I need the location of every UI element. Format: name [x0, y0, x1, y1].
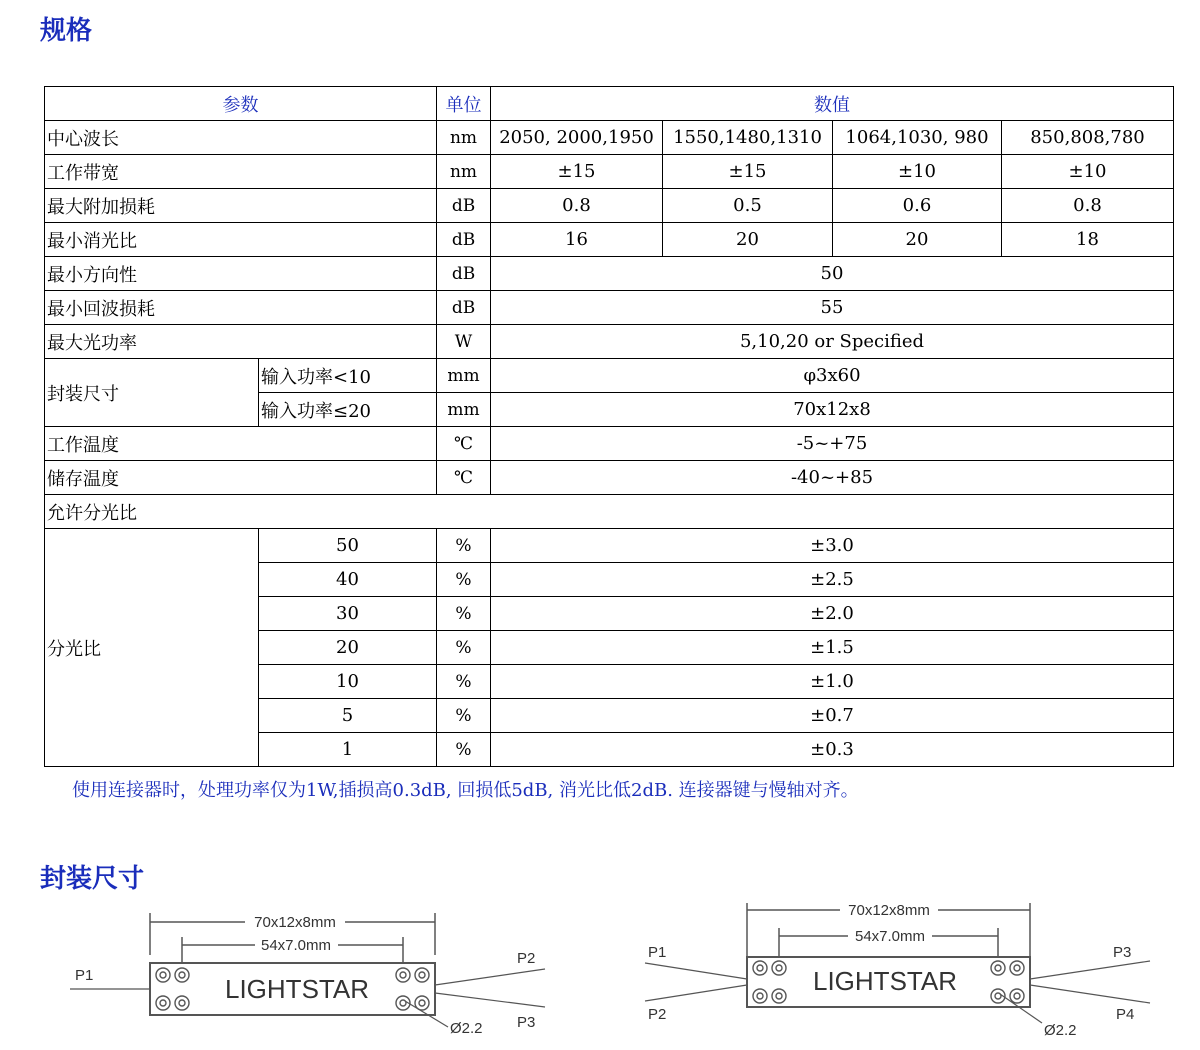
- port-label: P3: [517, 1014, 536, 1031]
- row-unit: ℃: [437, 461, 491, 495]
- port-label: P2: [517, 950, 536, 967]
- row-unit: mm: [437, 359, 491, 393]
- row-unit: %: [437, 563, 491, 597]
- header-unit: 单位: [437, 87, 491, 121]
- row-unit: nm: [437, 155, 491, 189]
- row-unit: %: [437, 699, 491, 733]
- split-ratio: 40: [259, 563, 437, 597]
- row-unit: W: [437, 325, 491, 359]
- table-row: [45, 461, 1174, 495]
- cell-value: -40~+85: [491, 461, 1174, 495]
- row-condition: 输入功率≤20: [259, 393, 437, 427]
- row-label: 最大光功率: [45, 325, 437, 359]
- cell-value: ±10: [833, 155, 1002, 189]
- port-label: P3: [1113, 944, 1132, 961]
- cell-value: ±15: [491, 155, 663, 189]
- table-row: [45, 291, 1174, 325]
- row-label: 中心波长: [45, 121, 437, 155]
- port-label: P4: [1116, 1006, 1135, 1023]
- cell-value: ±10: [1002, 155, 1174, 189]
- row-label: 储存温度: [45, 461, 437, 495]
- split-ratio: 1: [259, 733, 437, 767]
- outer-dimension-label: 70x12x8mm: [254, 914, 336, 931]
- table-row: [45, 155, 1174, 189]
- row-unit: %: [437, 631, 491, 665]
- table-row: [45, 189, 1174, 223]
- row-label: 工作带宽: [45, 155, 437, 189]
- table-row: [45, 257, 1174, 291]
- table-row: [45, 359, 1174, 393]
- cell-value: 20: [663, 223, 833, 257]
- table-row: [45, 121, 1174, 155]
- row-label: 最小消光比: [45, 223, 437, 257]
- hole-diameter-label: Ø2.2: [450, 1020, 483, 1037]
- inner-dimension-label: 54x7.0mm: [260, 937, 332, 954]
- cell-value: ±0.3: [491, 733, 1174, 767]
- table-row: [45, 495, 1174, 529]
- cell-value: 0.8: [1002, 189, 1174, 223]
- table-row: [45, 325, 1174, 359]
- cell-value: 850,808,780: [1002, 121, 1174, 155]
- split-ratio: 10: [259, 665, 437, 699]
- package-heading: 封装尺寸: [40, 864, 145, 894]
- cell-value: ±2.0: [491, 597, 1174, 631]
- package-drawing-1x2: [60, 905, 560, 1040]
- row-condition: 输入功率<10: [259, 359, 437, 393]
- cell-value: 55: [491, 291, 1174, 325]
- cell-value: ±2.5: [491, 563, 1174, 597]
- table-row: [45, 427, 1174, 461]
- port-label: P2: [648, 1006, 667, 1023]
- cell-value: -5~+75: [491, 427, 1174, 461]
- brand-label: LIGHTSTAR: [225, 974, 369, 1004]
- row-unit: nm: [437, 121, 491, 155]
- cell-value: φ3x60: [491, 359, 1174, 393]
- row-unit: %: [437, 733, 491, 767]
- cell-value: 0.5: [663, 189, 833, 223]
- row-unit: dB: [437, 257, 491, 291]
- cell-value: 0.8: [491, 189, 663, 223]
- cell-value: 1064,1030, 980: [833, 121, 1002, 155]
- specs-heading: 规格: [40, 16, 93, 46]
- row-label: 最大附加损耗: [45, 189, 437, 223]
- header-value: 数值: [491, 87, 1174, 121]
- cell-value: ±0.7: [491, 699, 1174, 733]
- package-drawing-2x2: [640, 895, 1160, 1045]
- inner-dimension-label: 54x7.0mm: [854, 928, 926, 945]
- split-ratio: 50: [259, 529, 437, 563]
- split-ratio: 30: [259, 597, 437, 631]
- cell-value: 16: [491, 223, 663, 257]
- table-header-row: [45, 87, 1174, 121]
- table-row: [45, 529, 1174, 563]
- outer-dimension-label: 70x12x8mm: [848, 902, 930, 919]
- row-label: 封装尺寸: [45, 359, 259, 427]
- row-label: 允许分光比: [45, 495, 1174, 529]
- cell-value: ±1.5: [491, 631, 1174, 665]
- cell-value: 18: [1002, 223, 1174, 257]
- split-ratio: 5: [259, 699, 437, 733]
- cell-value: 0.6: [833, 189, 1002, 223]
- table-row: [45, 223, 1174, 257]
- row-unit: dB: [437, 189, 491, 223]
- connector-note: 使用连接器时，处理功率仅为1W,插损高0.3dB, 回损低5dB, 消光比低2dB. 连接器键与慢轴对齐。: [72, 780, 859, 801]
- row-unit: dB: [437, 223, 491, 257]
- row-label: 分光比: [45, 529, 259, 767]
- cell-value: 1550,1480,1310: [663, 121, 833, 155]
- cell-value: 50: [491, 257, 1174, 291]
- spec-table: [44, 86, 1174, 767]
- split-ratio: 20: [259, 631, 437, 665]
- row-unit: ℃: [437, 427, 491, 461]
- cell-value: ±3.0: [491, 529, 1174, 563]
- row-unit: %: [437, 529, 491, 563]
- cell-value: 5,10,20 or Specified: [491, 325, 1174, 359]
- port-label: P1: [75, 967, 94, 984]
- hole-diameter-label: Ø2.2: [1044, 1022, 1077, 1039]
- header-param: 参数: [45, 87, 437, 121]
- row-unit: %: [437, 597, 491, 631]
- cell-value: ±1.0: [491, 665, 1174, 699]
- port-label: P1: [648, 944, 667, 961]
- cell-value: 70x12x8: [491, 393, 1174, 427]
- cell-value: ±15: [663, 155, 833, 189]
- row-label: 最小方向性: [45, 257, 437, 291]
- row-unit: %: [437, 665, 491, 699]
- row-label: 最小回波损耗: [45, 291, 437, 325]
- cell-value: 20: [833, 223, 1002, 257]
- row-unit: dB: [437, 291, 491, 325]
- row-unit: mm: [437, 393, 491, 427]
- cell-value: 2050, 2000,1950: [491, 121, 663, 155]
- row-label: 工作温度: [45, 427, 437, 461]
- brand-label: LIGHTSTAR: [813, 966, 957, 996]
